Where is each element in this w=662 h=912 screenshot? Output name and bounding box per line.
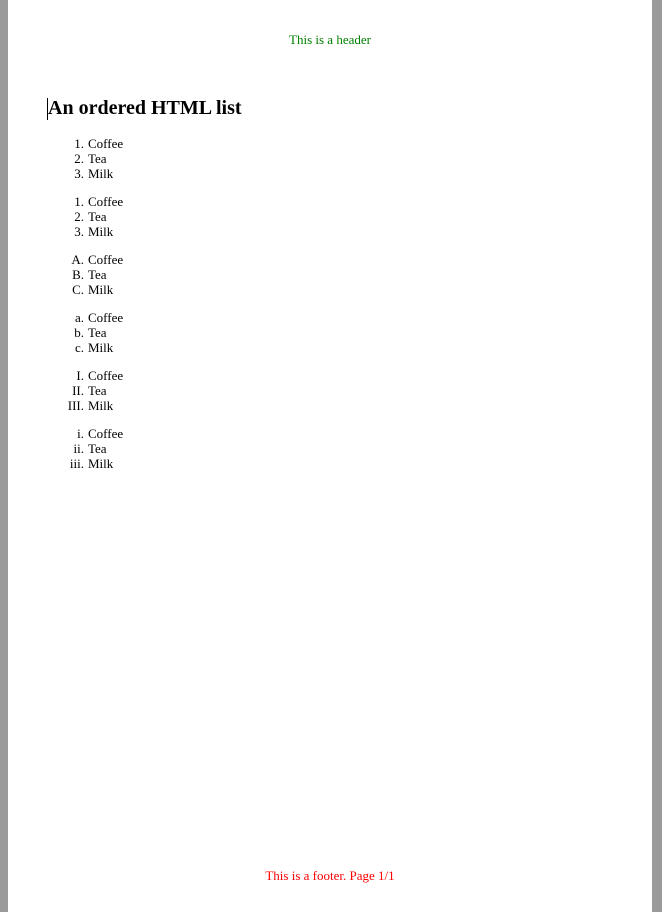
list-item [48, 151, 123, 166]
list-item [48, 166, 123, 181]
ordered-list-default [48, 136, 123, 181]
ordered-list-lower-alpha [48, 310, 123, 355]
list-item-label: Coffee [88, 194, 124, 209]
list-item-label: Coffee [88, 310, 124, 325]
list-item-label: Milk [88, 456, 114, 471]
list-item [48, 282, 123, 297]
list-item [48, 252, 123, 267]
list-item-label: Tea [88, 441, 107, 456]
list-marker: 2. [74, 151, 84, 166]
list-item-label: Tea [88, 267, 107, 282]
list-item [48, 310, 123, 325]
text-cursor [47, 98, 48, 120]
list-marker: II. [72, 383, 84, 398]
list-item [48, 340, 123, 355]
list-marker: B. [72, 267, 84, 282]
list-item-label: Coffee [88, 252, 124, 267]
document-content[interactable] [48, 96, 242, 471]
list-marker: 2. [74, 209, 84, 224]
ordered-list-upper-alpha [48, 252, 123, 297]
list-item-label: Milk [88, 282, 114, 297]
list-item [48, 224, 123, 239]
list-item-label: Tea [88, 325, 107, 340]
list-item-label: Coffee [88, 136, 124, 151]
list-marker: 3. [74, 166, 84, 181]
list-item [48, 426, 123, 441]
list-marker: i. [77, 426, 84, 441]
list-item-label: Milk [88, 340, 114, 355]
ordered-list-numeric [48, 194, 123, 239]
page-footer: This is a footer. Page 1/1 [265, 868, 395, 883]
document-page [8, 0, 652, 912]
list-item [48, 398, 123, 413]
list-item-label: Milk [88, 166, 114, 181]
list-marker: A. [71, 252, 84, 267]
list-item [48, 456, 123, 471]
list-item [48, 209, 123, 224]
list-item-label: Coffee [88, 368, 124, 383]
list-item-label: Tea [88, 151, 107, 166]
list-marker: 1. [74, 136, 84, 151]
list-item [48, 383, 123, 398]
ordered-list-upper-roman [48, 368, 123, 413]
list-item [48, 136, 123, 151]
page-header: This is a header [289, 32, 371, 47]
list-item [48, 368, 123, 383]
list-marker: iii. [69, 456, 84, 471]
list-marker: a. [74, 310, 84, 325]
list-item [48, 441, 123, 456]
list-item [48, 267, 123, 282]
list-marker: III. [67, 398, 84, 413]
list-marker: C. [72, 282, 84, 297]
page-title: An ordered HTML list [48, 97, 242, 119]
list-item [48, 325, 123, 340]
ordered-list-lower-roman [48, 426, 123, 471]
list-item-label: Milk [88, 398, 114, 413]
list-item-label: Tea [88, 209, 107, 224]
list-item-label: Milk [88, 224, 114, 239]
ordered-lists [48, 136, 123, 484]
list-marker: 1. [74, 194, 84, 209]
list-marker: I. [76, 368, 84, 383]
list-marker: b. [74, 325, 84, 340]
list-item-label: Coffee [88, 426, 124, 441]
list-item-label: Tea [88, 383, 107, 398]
list-item [48, 194, 123, 209]
list-marker: c. [74, 340, 84, 355]
list-marker: 3. [74, 224, 84, 239]
list-marker: ii. [73, 441, 84, 456]
